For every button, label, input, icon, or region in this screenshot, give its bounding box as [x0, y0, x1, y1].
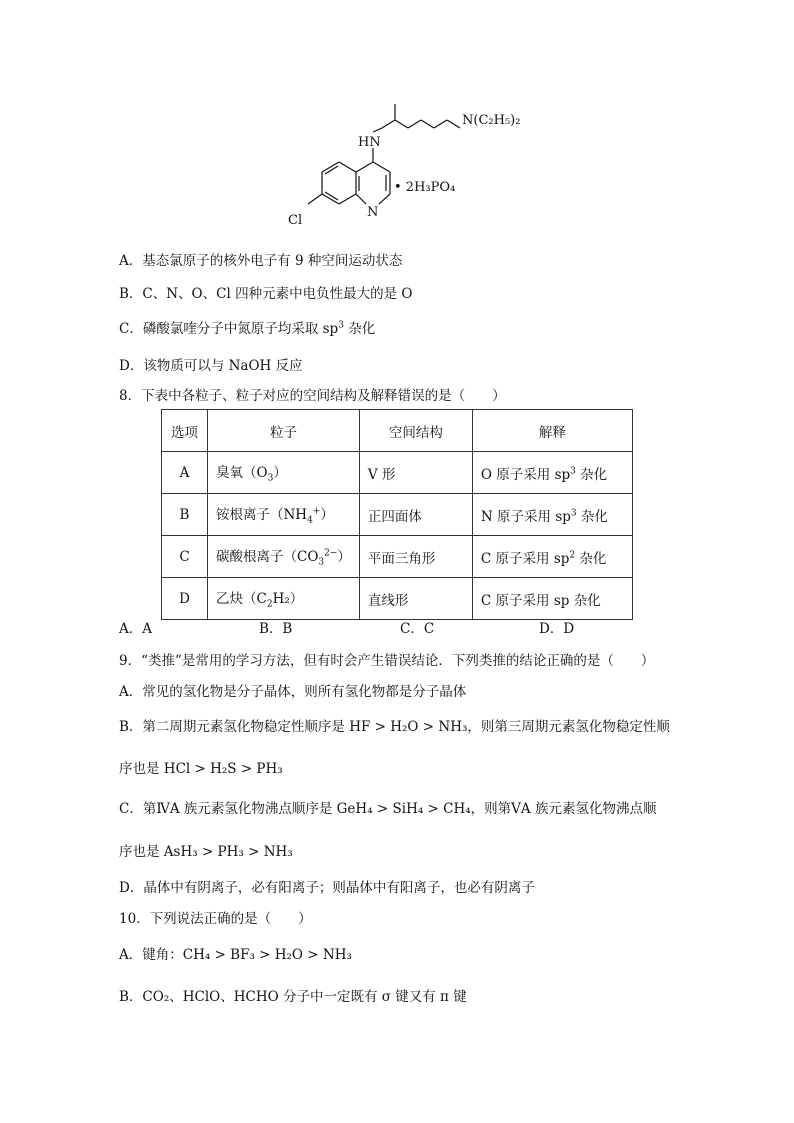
- q8-table: [161, 409, 633, 620]
- particle-sub: 2: [266, 599, 273, 610]
- particle-text: 铵根离子（NH: [216, 507, 308, 524]
- amine-label: HN: [358, 135, 381, 150]
- q10-stem: 10．下列说法正确的是（ ）: [119, 911, 312, 927]
- particle-text: 碳酸根离子（CO: [216, 549, 319, 566]
- q7-option-d: D．该物质可以与 NaOH 反应: [119, 358, 303, 374]
- q9-option-b-line2: 序也是 HCl > H₂S > PH₃: [119, 761, 283, 777]
- header-particle: 粒子: [208, 410, 360, 452]
- table-header-row: [162, 410, 633, 452]
- explanation-sup: 3: [570, 508, 577, 518]
- row-structure: 平面三角形: [359, 536, 472, 578]
- row-structure: V 形: [359, 452, 472, 494]
- explanation-sup: 2: [569, 550, 576, 560]
- row-particle: [208, 452, 360, 494]
- q8-answer-b: B．B: [259, 621, 293, 637]
- q7-option-b: B．C、N、O、Cl 四种元素中电负性最大的是 O: [119, 286, 413, 302]
- row-structure: 直线形: [359, 578, 472, 620]
- particle-tail: ）: [320, 507, 334, 524]
- row-explanation: C 原子采用 sp 杂化: [472, 578, 632, 620]
- q9-option-d: D．晶体中有阴离子，必有阳离子；则晶体中有阳离子，也必有阴离子: [119, 880, 535, 896]
- row-particle: [208, 578, 360, 620]
- row-option: B: [162, 494, 208, 536]
- row-explanation: [472, 536, 632, 578]
- q8-answer-d: D．D: [539, 621, 575, 637]
- table-row: [162, 494, 633, 536]
- particle-sup: +: [312, 506, 321, 517]
- q9-option-b-line1: B．第二周期元素氢化物稳定性顺序是 HF > H₂O > NH₃，则第三周期元素氢化物稳定性顺: [119, 719, 670, 735]
- q8-answer-a: A．A: [119, 621, 152, 637]
- chloroquine-phosphate-structure: [280, 86, 530, 236]
- table-row: [162, 452, 633, 494]
- q9-option-c-line2: 序也是 AsH₃ > PH₃ > NH₃: [119, 844, 293, 860]
- particle-sub: 4: [307, 515, 313, 526]
- ring-nitrogen-label: N: [367, 205, 379, 220]
- particle-tail: H₂）: [272, 591, 304, 608]
- diethylamino-label: N(C₂H₅)₂: [462, 113, 521, 128]
- chloro-label: Cl: [288, 213, 303, 228]
- explanation-tail: 杂化: [575, 466, 608, 483]
- explanation-sup: 3: [570, 466, 576, 476]
- q8-answer-c: C．C: [400, 621, 435, 637]
- salt-label: • 2H₃PO₄: [394, 180, 456, 195]
- particle-text: 臭氧（O: [216, 465, 268, 482]
- header-explanation: 解释: [472, 410, 632, 452]
- table-row: [162, 536, 633, 578]
- q9-stem: 9．“类推”是常用的学习方法，但有时会产生错误结论．下列类推的结论正确的是（ ）: [119, 653, 655, 669]
- q8-stem: 8．下表中各粒子、粒子对应的空间结构及解释错误的是（ ）: [119, 388, 506, 404]
- q9-option-a: A．常见的氢化物是分子晶体，则所有氢化物都是分子晶体: [119, 684, 467, 700]
- header-option: 选项: [162, 410, 208, 452]
- table-row: [162, 578, 633, 620]
- particle-tail: ）: [337, 549, 351, 566]
- particle-sup: 2−: [324, 548, 338, 559]
- row-option: D: [162, 578, 208, 620]
- explanation-tail: 杂化: [575, 550, 607, 567]
- particle-tail: ）: [273, 465, 287, 482]
- explanation-text: C 原子采用 sp: [480, 550, 570, 567]
- explanation-text: N 原子采用 sp: [480, 508, 571, 525]
- q9-option-c-line1: C．第ⅣA 族元素氢化物沸点顺序是 GeH₄ > SiH₄ > CH₄，则第ⅤA 族元素氢化物沸点顺: [119, 801, 657, 817]
- particle-text: 乙炔（C: [216, 591, 267, 608]
- explanation-tail: 杂化: [576, 508, 608, 525]
- explanation-text: O 原子采用 sp: [480, 466, 571, 483]
- row-particle: [208, 536, 360, 578]
- row-option: A: [162, 452, 208, 494]
- row-explanation: [472, 452, 632, 494]
- q7-option-c-tail: 杂化: [343, 321, 376, 337]
- q7-option-c: [119, 317, 375, 337]
- row-particle: [208, 494, 360, 536]
- q10-option-b: B．CO₂、HClO、HCHO 分子中一定既有 σ 键又有 π 键: [119, 989, 467, 1005]
- header-structure: 空间结构: [359, 410, 472, 452]
- particle-sub: 3: [267, 473, 274, 484]
- row-structure: 正四面体: [359, 494, 472, 536]
- q7-option-c-sup: 3: [338, 320, 344, 331]
- row-option: C: [162, 536, 208, 578]
- q10-option-a: A．键角：CH₄ > BF₃ > H₂O > NH₃: [119, 947, 352, 963]
- particle-sub: 3: [318, 557, 325, 568]
- q7-option-a: A．基态氯原子的核外电子有 9 种空间运动状态: [119, 253, 403, 269]
- row-explanation: [472, 494, 632, 536]
- q7-option-c-text: C．磷酸氯喹分子中氮原子均采取 sp: [119, 321, 339, 337]
